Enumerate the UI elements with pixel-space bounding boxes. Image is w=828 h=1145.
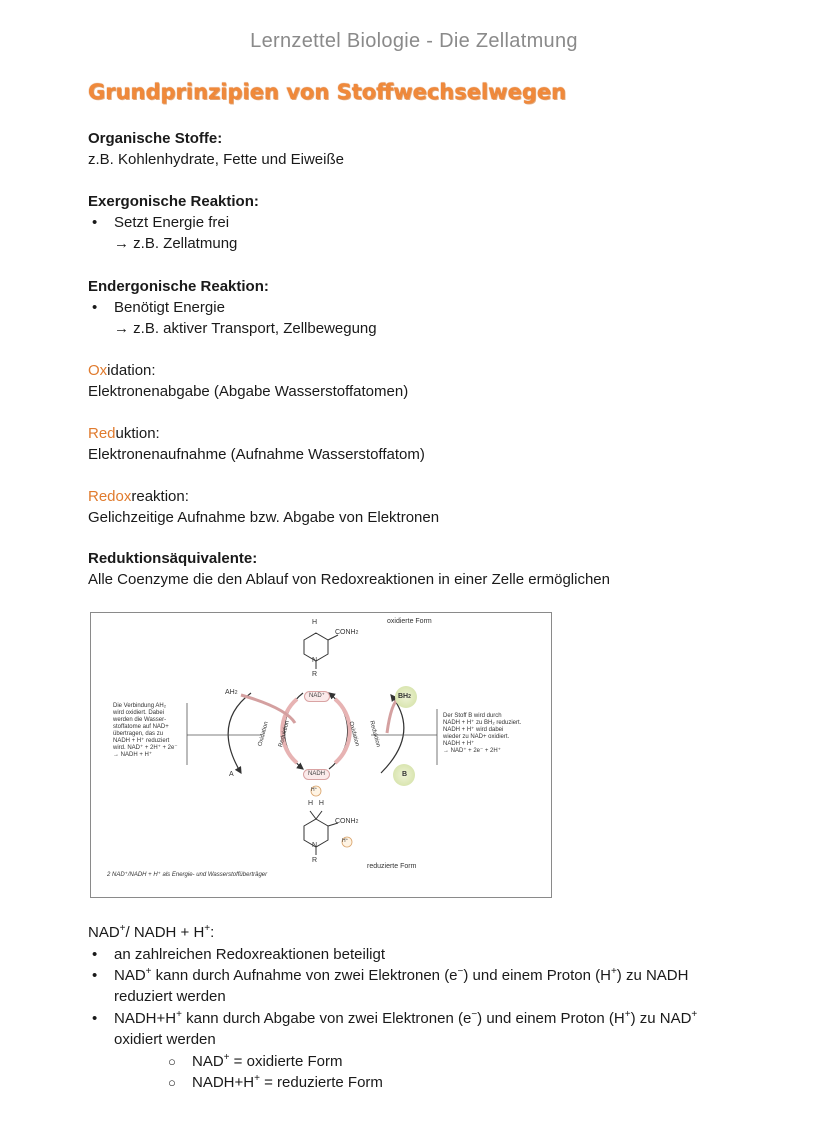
nadh-pill: NADH [303, 769, 330, 780]
bullet-dot: • [92, 214, 98, 231]
oxidation-left-label: Oxidation [257, 720, 270, 748]
oxidation-right-label: Oxidation [347, 720, 360, 748]
nad-bullet-3-line2: oxidiert werden [114, 1031, 216, 1048]
right-arc [381, 695, 404, 773]
redox-text: Gelichzeitige Aufnahme bzw. Abgabe von Elektronen [88, 509, 440, 526]
aequivalente-text: Alle Coenzyme die den Ablauf von Redoxreaktionen in einer Zelle ermöglichen [88, 571, 610, 588]
endergonisch-bullet: Benötigt Energie [114, 299, 225, 316]
nad-diagram [90, 612, 552, 898]
endergonisch-heading: Endergonische Reaktion: [88, 278, 269, 295]
oxidation-text: Elektronenabgabe (Abgabe Wasserstoffatomen) [88, 383, 409, 400]
nad-bullet-2-line2: reduziert werden [114, 988, 226, 1005]
endergonisch-arrow: → z.B. aktiver Transport, Zellbewegung [114, 320, 377, 337]
right-description: Der Stoff B wird durch NADH + H⁺ zu BH₂ reduziert. NADH + H⁺ wird dabei wieder zu NAD+ oxidiert. NADH + H⁺ → NAD⁺ + 2e⁻ + 2H⁺ [443, 713, 522, 754]
top-pyridine-ring [304, 633, 338, 669]
bullet-dot: • [92, 967, 98, 984]
reduktion-text: Elektronenaufnahme (Aufnahme Wasserstoffatom) [88, 446, 425, 463]
bullet-dot: • [92, 1010, 98, 1027]
aequivalente-heading: Reduktionsäquivalente: [88, 550, 258, 567]
redox-heading: Redoxreaktion: [88, 488, 189, 505]
bullet-dot: • [92, 946, 98, 963]
reduktion-left-label: Reduktion [278, 720, 291, 748]
exergonisch-bullet: Setzt Energie frei [114, 214, 230, 231]
page-header: Lernzettel Biologie - Die Zellatmung [250, 30, 578, 52]
bh2-label: BH2 [398, 693, 411, 700]
conh2-bottom: CONH2 [335, 818, 359, 825]
n-label: N [312, 657, 318, 664]
r-label: R [312, 671, 318, 678]
left-description: Die Verbindung AH₂ wird oxidiert. Dabei werden die Wasser- stoffatome auf NAD+ übertragen, das zu NADH + H⁺ reduziert wird. NAD⁺ + 2H⁺ + 2e⁻ → NADH + H⁺ [113, 703, 178, 758]
exergonisch-arrow: → z.B. Zellatmung [114, 235, 238, 252]
section-title: Grundprinzipien von Stoffwechselwegen [88, 80, 567, 104]
bottom-pyridine-ring [304, 811, 338, 855]
b-label: B [402, 771, 408, 778]
nad-sub-2: NADH+H+ = reduzierte Form [192, 1073, 383, 1091]
figure-caption: 2 NAD⁺/NADH + H⁺ als Energie- und Wasserstoffüberträger [107, 872, 268, 878]
organische-heading: Organische Stoffe: [88, 130, 223, 147]
reduktion-right-label: Reduktion [368, 720, 381, 748]
sub-bullet-circle: ○ [168, 1075, 176, 1090]
reduktion-heading: Reduktion: [88, 425, 160, 442]
nad-bullet-3: NADH+H+ kann durch Abgabe von zwei Elektronen (e−) und einem Proton (H+) zu NAD+ [114, 1009, 698, 1027]
oxidation-heading: Oxidation: [88, 362, 156, 379]
a-label: A [229, 771, 234, 778]
sub-bullet-circle: ○ [168, 1054, 176, 1069]
nad-pill: NAD⁺ [304, 691, 330, 702]
nad-sub-1: NAD+ = oxidierte Form [192, 1052, 343, 1070]
nad-bullet-1: an zahlreichen Redoxreaktionen beteiligt [114, 946, 386, 963]
ah2-label: AH2 [225, 689, 238, 696]
conh2-top: CONH2 [335, 629, 359, 636]
exergonisch-heading: Exergonische Reaktion: [88, 193, 259, 210]
nad-bullet-2: NAD+ kann durch Aufnahme von zwei Elektronen (e−) und einem Proton (H+) zu NADH [114, 966, 689, 984]
h-label: H [312, 619, 318, 626]
r-bottom-label: R [312, 857, 318, 864]
organische-text: z.B. Kohlenhydrate, Fette und Eiweiße [88, 151, 344, 168]
nad-heading: NAD+/ NADH + H+: [88, 923, 215, 941]
n-bottom-label: N [312, 842, 318, 849]
h-bottom-labels: H H [308, 800, 324, 807]
reduced-form-label: reduzierte Form [367, 863, 417, 870]
bullet-dot: • [92, 299, 98, 316]
hplus-label: H⁺ [311, 787, 318, 793]
hplus-bottom-label: H⁺ [342, 838, 349, 844]
oxidized-form-label: oxidierte Form [387, 618, 432, 625]
central-cycle [282, 693, 350, 769]
